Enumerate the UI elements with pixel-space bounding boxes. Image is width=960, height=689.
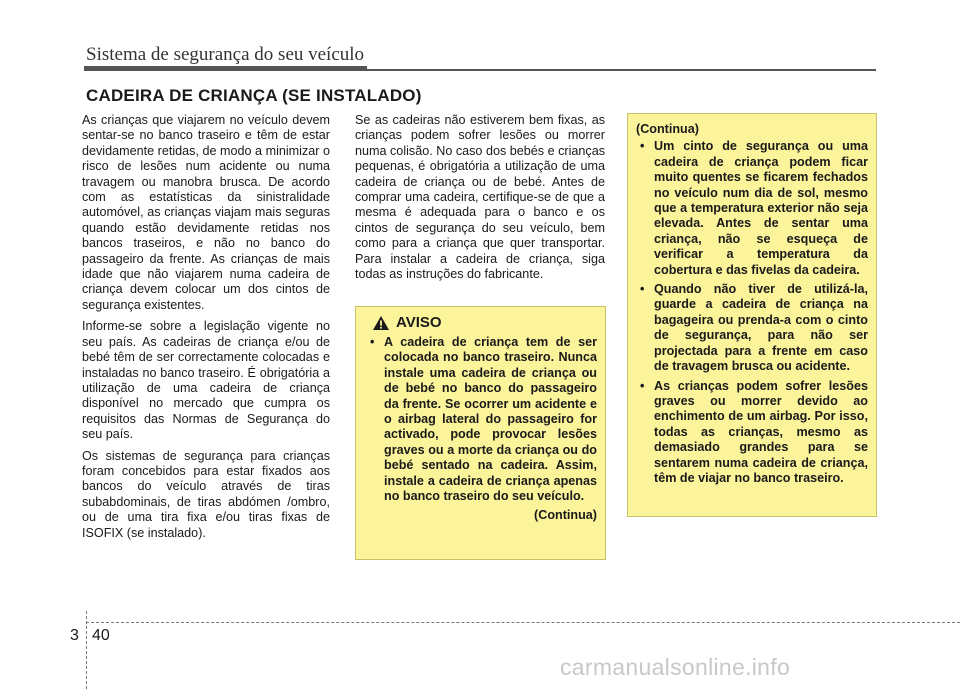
warning-continued: (Continua) (534, 508, 597, 523)
warning-triangle-icon (372, 315, 390, 331)
column-1-paragraph-1: As crianças que viajarem no veículo devem sentar-se no banco traseiro e têm de estar devidamente retidas, de modo a minimizar o risco de lesões num acidente ou numa travagem ou manobra brusca. De acordo com as estatísticas da sinistralidade automóvel, as crianças viajam mais seguras quando estão devidamente retidas nos bancos traseiros, e não no banco do passageiro da frente. As crianças de mais idade que não viajarem numa cadeira de criança devem colocar um dos cintos de segurança existentes. (82, 113, 330, 312)
warning-box (355, 306, 606, 560)
footer-rule (86, 622, 960, 623)
watermark: carmanualsonline.info (560, 654, 791, 680)
continuation-item-3: • As crianças podem sofrer lesões graves ou morrer devido ao enchimento de um airbag. Por isso, todas as crianças, mesmo as demasiado grandes para se sentarem numa cadeira de criança, têm de viajar no banco traseiro. (636, 379, 868, 487)
footer-vertical-rule (86, 611, 87, 689)
column-2-paragraph: Se as cadeiras não estiverem bem fixas, as crianças podem sofrer lesões ou morrer numa colisão. No caso dos bebés e crianças pequenas, é obrigatória a utilização de uma cadeira de criança ou de bebé. Antes de comprar uma cadeira, certifique-se de que a mesma é adequada para o banco e os cintos de segurança do seu veículo, bem como para a criança que quer transportar. Para instalar a cadeira de criança, siga todas as instruções do fabricante. (355, 113, 605, 282)
continuation-heading: (Continua) (636, 122, 699, 136)
warning-item: • A cadeira de criança tem de ser colocada no banco traseiro. Nunca instale uma cadeira de criança ou de bebé no banco do passageiro da frente. Se ocorrer um acidente e o airbag lateral do passageiro for activado, pode provocar lesões graves ou a morte da criança ou do bebé sentado na cadeira. Assim, instale a cadeira de criança apenas no banco traseiro do seu veículo. (366, 335, 597, 504)
warning-label: AVISO (396, 314, 442, 332)
column-1-paragraph-2: Informe-se sobre a legislação vigente no seu país. As cadeiras de criança e/ou de bebé têm de ser correctamente colocadas e instaladas no banco traseiro. É obrigatória a utilização de uma cadeira de criança disponível no mercado que cumpra os requisitos das Normas de Segurança do seu país. (82, 319, 330, 442)
header-rule-thin (367, 69, 876, 71)
continuation-item-1: • Um cinto de segurança ou uma cadeira de criança podem ficar muito quentes se ficarem fechados no veículo num dia de sol, mesmo que a temperatura exterior não seja elevada. Antes de sentar uma criança, não se esqueça de verificar a temperatura da cobertura e das fivelas da cadeira. (636, 139, 868, 278)
header-rule-thick (84, 66, 367, 71)
column-2 (355, 113, 605, 288)
column-1-paragraph-3: Os sistemas de segurança para crianças foram concebidos para estar fixados aos bancos do veículo através de tiras subabdominais, de tiras abdómen /ombro, ou de uma tira fixa e/ou tiras fixas de ISOFIX (se instalado). (82, 448, 330, 540)
page-number: 40 (92, 627, 110, 644)
warning-list (366, 335, 597, 504)
column-1 (82, 113, 330, 547)
continuation-list (636, 139, 868, 486)
section-heading: CADEIRA DE CRIANÇA (SE INSTALADO) (86, 86, 422, 105)
warning-header (372, 315, 597, 331)
continuation-box (627, 113, 877, 517)
continuation-item-2: • Quando não tiver de utilizá-la, guarde a cadeira de criança na bagageira ou prenda-a com o cinto de segurança, para não ser projectada para a frente em caso de travagem brusca ou acidente. (636, 282, 868, 374)
section-number: 3 (70, 627, 79, 644)
header-title: Sistema de segurança do seu veículo (86, 44, 365, 65)
